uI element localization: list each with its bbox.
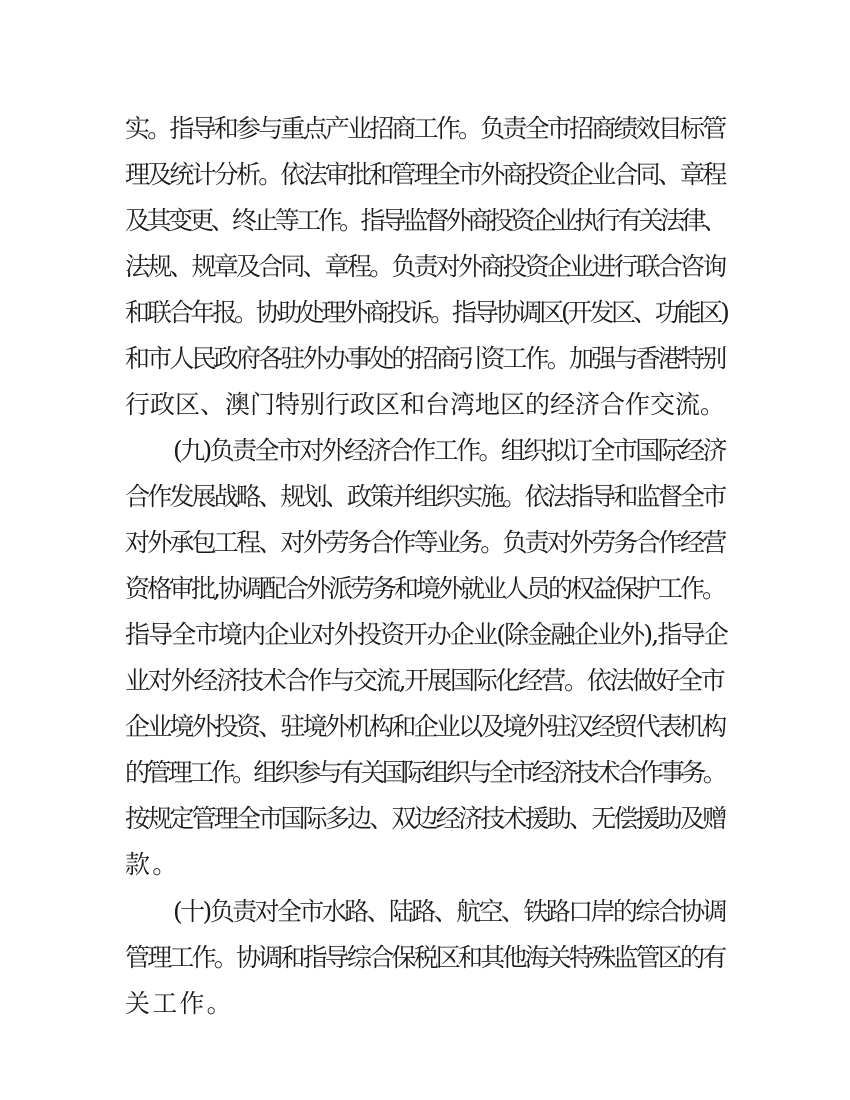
text-line: 业对外经济技术合作与交流,开展国际化经营。依法做好全市 xyxy=(125,666,724,695)
text-line: 指导全市境内企业对外投资开办企业(除金融企业外),指导企 xyxy=(125,620,728,649)
text-line: 及其变更、终止等工作。指导监督外商投资企业执行有关法律、 xyxy=(125,206,725,235)
text-line: (九)负责全市对外经济合作工作。组织拟订全市国际经济 xyxy=(173,436,725,465)
text-line: 法规、规章及合同、章程。负责对外商投资企业进行联合咨询 xyxy=(125,252,725,281)
text-line: 和联合年报。协助处理外商投诉。指导协调区(开发区、功能区) xyxy=(125,298,727,327)
text-line: 管理工作。协调和指导综合保税区和其他海关特殊监管区的有 xyxy=(125,943,725,972)
text-line: 和市人民政府各驻外办事处的招商引资工作。加强与香港特别 xyxy=(125,344,725,373)
text-line: 款。 xyxy=(125,850,180,879)
text-line: 合作发展战略、规划、政策并组织实施。依法指导和监督全市 xyxy=(125,482,725,511)
text-line: 理及统计分析。依法审批和管理全市外商投资企业合同、章程 xyxy=(125,160,725,189)
text-line: (十)负责对全市水路、陆路、航空、铁路口岸的综合协调 xyxy=(173,897,725,926)
text-line: 的管理工作。组织参与有关国际组织与全市经济技术合作事务。 xyxy=(125,758,725,787)
text-line: 资格审批,协调配合外派劳务和境外就业人员的权益保护工作。 xyxy=(125,574,724,603)
text-line: 企业境外投资、驻境外机构和企业以及境外驻汉经贸代表机构 xyxy=(125,712,725,741)
text-line: 行政区、澳门特别行政区和台湾地区的经济合作交流。 xyxy=(125,390,726,419)
text-line: 对外承包工程、对外劳务合作等业务。负责对外劳务合作经营 xyxy=(125,528,725,557)
text-line: 按规定管理全市国际多边、双边经济技术援助、无偿援助及赠 xyxy=(125,804,725,833)
text-line: 实。指导和参与重点产业招商工作。负责全市招商绩效目标管 xyxy=(125,114,725,143)
text-line: 关工作。 xyxy=(125,989,234,1018)
